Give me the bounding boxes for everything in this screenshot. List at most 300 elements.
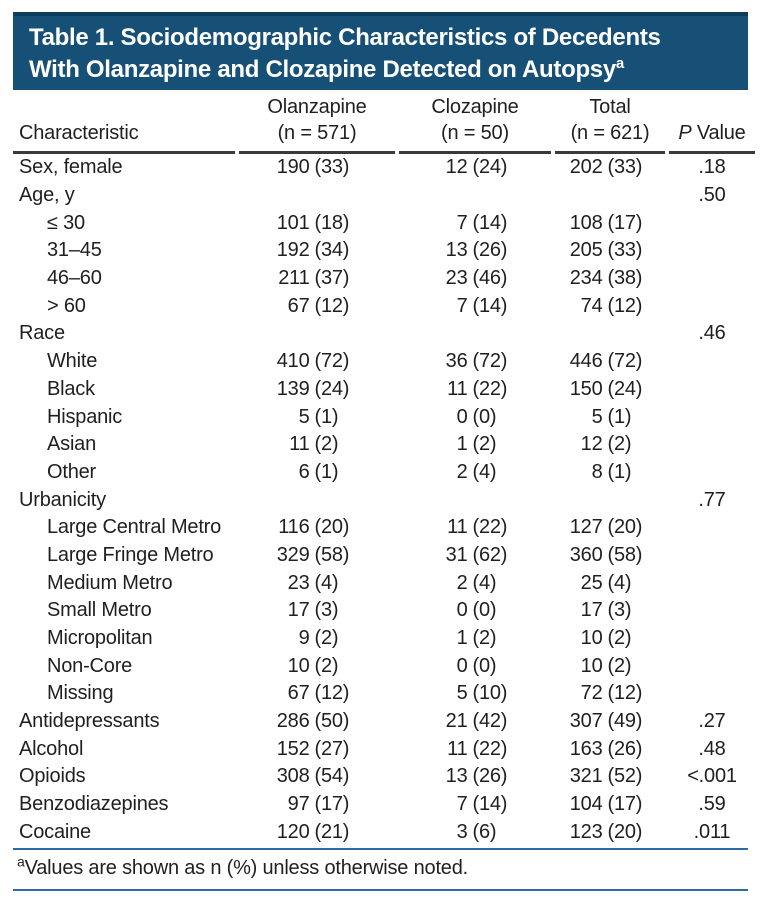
value-cell (239, 237, 395, 265)
n-pct-value (567, 239, 654, 262)
n-pct-value (432, 765, 519, 788)
count: 123 (569, 820, 603, 843)
n-pct-value (274, 461, 361, 484)
count: 5 (591, 405, 603, 428)
percent: (54) (314, 765, 350, 788)
n-pct-value (567, 350, 654, 373)
clozapine-n-label: (n = 50) (441, 122, 509, 144)
value-cell (555, 791, 665, 819)
count: 308 (276, 765, 310, 788)
n-pct-value (432, 655, 519, 678)
n-pct-value (274, 765, 361, 788)
n-pct-value (567, 599, 654, 622)
percent: (6) (472, 820, 497, 843)
count: 0 (456, 405, 468, 428)
value-cell (555, 237, 665, 265)
n-pct-value (274, 295, 361, 318)
percent: (72) (607, 350, 643, 373)
count: 163 (569, 737, 603, 760)
count: 7 (456, 211, 468, 234)
percent: (27) (314, 737, 350, 760)
table-row (13, 431, 755, 459)
value-cell (239, 292, 395, 320)
count: 31 (445, 543, 468, 566)
count: 10 (580, 654, 603, 677)
percent: (22) (472, 737, 508, 760)
percent: (2) (607, 627, 632, 650)
value-cell (399, 265, 551, 293)
value-cell (239, 763, 395, 791)
percent: (2) (314, 654, 339, 677)
percent: (0) (472, 405, 497, 428)
n-pct-value (274, 710, 361, 733)
percent: (2) (607, 654, 632, 677)
count: 11 (447, 377, 468, 400)
table-row (13, 320, 755, 348)
n-pct-value (432, 599, 519, 622)
count: 11 (289, 433, 310, 456)
count: 307 (569, 710, 603, 733)
row-label: Benzodiazepines (19, 793, 169, 816)
count: 205 (569, 239, 603, 262)
count: 74 (580, 294, 603, 317)
percent: (17) (607, 793, 643, 816)
percent: (58) (607, 543, 643, 566)
percent: (58) (314, 543, 350, 566)
percent: (33) (314, 156, 350, 179)
table-row (13, 182, 755, 210)
col-header-olanzapine (239, 90, 395, 154)
col-header-pvalue (669, 90, 755, 154)
n-pct-value (567, 295, 654, 318)
value-cell (399, 403, 551, 431)
percent: (3) (314, 599, 339, 622)
percent: (10) (472, 682, 508, 705)
count: 6 (298, 460, 310, 483)
percent: (38) (607, 267, 643, 290)
table-body (13, 154, 755, 846)
n-pct-value (432, 461, 519, 484)
table-row (13, 237, 755, 265)
row-label: Alcohol (19, 737, 84, 760)
value-cell (239, 209, 395, 237)
percent: (24) (314, 377, 350, 400)
row-label: Large Fringe Metro (47, 543, 214, 566)
p-value-cell: .77 (698, 488, 726, 511)
value-cell (399, 292, 551, 320)
value-cell (555, 763, 665, 791)
percent: (3) (607, 599, 632, 622)
n-pct-value (567, 793, 654, 816)
value-cell (239, 486, 395, 514)
count: 234 (569, 267, 603, 290)
header-row (13, 90, 755, 154)
value-cell (239, 459, 395, 487)
table-row (13, 625, 755, 653)
value-cell (239, 265, 395, 293)
value-cell (239, 652, 395, 680)
table-row (13, 819, 755, 847)
count: 8 (591, 460, 603, 483)
count: 36 (445, 350, 468, 373)
n-pct-value (432, 516, 519, 539)
table-row (13, 680, 755, 708)
percent: (33) (607, 239, 643, 262)
olanzapine-n-label: (n = 571) (277, 122, 357, 144)
table-row (13, 292, 755, 320)
value-cell (399, 431, 551, 459)
percent: (37) (314, 267, 350, 290)
p-value-cell (669, 209, 755, 237)
n-pct-value (567, 156, 654, 179)
percent: (50) (314, 710, 350, 733)
p-value-cell (669, 376, 755, 404)
p-value-cell (669, 431, 755, 459)
value-cell (399, 569, 551, 597)
count: 101 (276, 211, 310, 234)
footnote-marker: a (17, 853, 25, 870)
percent: (24) (472, 156, 508, 179)
olanzapine-group-label: Olanzapine (267, 96, 367, 118)
value-cell (555, 652, 665, 680)
row-label: Asian (47, 433, 97, 456)
n-pct-value (432, 710, 519, 733)
table-row (13, 569, 755, 597)
value-cell (239, 542, 395, 570)
n-pct-value (432, 433, 519, 456)
p-value-word: Value (691, 122, 746, 144)
percent: (20) (607, 820, 643, 843)
value-cell (399, 154, 551, 182)
count: 12 (445, 156, 468, 179)
percent: (20) (314, 516, 350, 539)
value-cell (555, 376, 665, 404)
n-pct-value (274, 433, 361, 456)
percent: (2) (472, 627, 497, 650)
n-pct-value (274, 793, 361, 816)
count: 7 (456, 793, 468, 816)
percent: (2) (314, 627, 339, 650)
count: 72 (580, 682, 603, 705)
percent: (12) (314, 682, 350, 705)
n-pct-value (432, 350, 519, 373)
count: 67 (287, 294, 310, 317)
row-label: Black (47, 377, 95, 400)
count: 108 (569, 211, 603, 234)
clozapine-group-label: Clozapine (431, 96, 519, 118)
count: 97 (287, 793, 310, 816)
table-row (13, 514, 755, 542)
value-cell (399, 597, 551, 625)
table-row (13, 486, 755, 514)
n-pct-value (432, 378, 519, 401)
n-pct-value (432, 544, 519, 567)
count: 104 (569, 793, 603, 816)
value-cell (239, 514, 395, 542)
n-pct-value (567, 406, 654, 429)
n-pct-value (432, 627, 519, 650)
count: 211 (278, 267, 310, 290)
n-pct-value (567, 212, 654, 235)
n-pct-value (274, 378, 361, 401)
value-cell (399, 652, 551, 680)
count: 2 (456, 571, 468, 594)
row-label: Antidepressants (19, 710, 160, 733)
value-cell (239, 680, 395, 708)
table-row (13, 708, 755, 736)
value-cell (555, 320, 665, 348)
n-pct-value (432, 406, 519, 429)
count: 0 (456, 599, 468, 622)
row-label: Sex, female (19, 156, 123, 179)
percent: (2) (607, 433, 632, 456)
count: 9 (298, 627, 310, 650)
count: 192 (276, 239, 310, 262)
row-label: Other (47, 460, 97, 483)
n-pct-value (274, 682, 361, 705)
n-pct-value (274, 572, 361, 595)
table-footnote (13, 848, 748, 891)
n-pct-value (567, 738, 654, 761)
n-pct-value (432, 156, 519, 179)
n-pct-value (432, 239, 519, 262)
count: 152 (276, 737, 310, 760)
n-pct-value (274, 627, 361, 650)
n-pct-value (567, 821, 654, 844)
n-pct-value (432, 212, 519, 235)
percent: (26) (607, 737, 643, 760)
value-cell (555, 459, 665, 487)
percent: (2) (472, 433, 497, 456)
row-label: Cocaine (19, 820, 91, 843)
row-label: Medium Metro (47, 571, 173, 594)
n-pct-value (567, 765, 654, 788)
table-row (13, 735, 755, 763)
table-title (29, 22, 732, 86)
value-cell (239, 625, 395, 653)
percent: (14) (472, 294, 508, 317)
table-row (13, 459, 755, 487)
percent: (4) (607, 571, 632, 594)
table-row (13, 791, 755, 819)
count: 10 (580, 627, 603, 650)
n-pct-value (432, 267, 519, 290)
total-n-label: (n = 621) (570, 122, 650, 144)
percent: (26) (472, 239, 508, 262)
table-title-line1: Table 1. Sociodemographic Characteristics of Decedents (29, 24, 661, 51)
n-pct-value (567, 516, 654, 539)
percent: (21) (314, 820, 350, 843)
count: 190 (276, 156, 310, 179)
row-label: Age, y (19, 184, 75, 207)
percent: (62) (472, 543, 508, 566)
p-value-cell: .59 (698, 793, 726, 816)
count: 410 (276, 350, 310, 373)
count: 5 (456, 682, 468, 705)
percent: (18) (314, 211, 350, 234)
count: 13 (445, 765, 468, 788)
value-cell (399, 514, 551, 542)
p-value-cell: .46 (698, 322, 726, 345)
row-label: Race (19, 322, 65, 345)
table-header (13, 90, 755, 154)
percent: (2) (314, 433, 339, 456)
n-pct-value (567, 627, 654, 650)
n-pct-value (432, 738, 519, 761)
percent: (1) (314, 460, 339, 483)
percent: (17) (314, 793, 350, 816)
n-pct-value (274, 516, 361, 539)
count: 139 (276, 377, 310, 400)
count: 11 (447, 737, 468, 760)
table-row (13, 542, 755, 570)
value-cell (555, 569, 665, 597)
count: 3 (456, 820, 468, 843)
count: 2 (456, 460, 468, 483)
value-cell (399, 680, 551, 708)
count: 12 (580, 433, 603, 456)
p-italic: P (678, 122, 692, 144)
count: 17 (287, 599, 310, 622)
count: 17 (580, 599, 603, 622)
percent: (12) (607, 294, 643, 317)
percent: (1) (607, 460, 632, 483)
n-pct-value (274, 544, 361, 567)
value-cell (239, 431, 395, 459)
value-cell (399, 542, 551, 570)
value-cell (555, 292, 665, 320)
n-pct-value (274, 821, 361, 844)
value-cell (239, 182, 395, 210)
count: 446 (569, 350, 603, 373)
n-pct-value (432, 295, 519, 318)
n-pct-value (274, 156, 361, 179)
value-cell (239, 320, 395, 348)
p-value-cell (669, 514, 755, 542)
value-cell (555, 265, 665, 293)
percent: (42) (472, 710, 508, 733)
table-row (13, 403, 755, 431)
percent: (72) (472, 350, 508, 373)
count: 150 (569, 377, 603, 400)
percent: (52) (607, 765, 643, 788)
count: 202 (569, 156, 603, 179)
n-pct-value (567, 710, 654, 733)
percent: (1) (607, 405, 632, 428)
percent: (72) (314, 350, 350, 373)
p-value-cell (669, 680, 755, 708)
value-cell (399, 182, 551, 210)
row-label: Opioids (19, 765, 86, 788)
n-pct-value (274, 655, 361, 678)
table-row (13, 376, 755, 404)
row-label: Small Metro (47, 599, 152, 622)
table-row (13, 209, 755, 237)
count: 1 (456, 627, 468, 650)
percent: (17) (607, 211, 643, 234)
p-value-cell: <.001 (687, 765, 737, 788)
value-cell (399, 459, 551, 487)
row-label: White (47, 350, 98, 373)
count: 11 (447, 516, 468, 539)
value-cell (555, 735, 665, 763)
count: 7 (456, 294, 468, 317)
count: 1 (456, 433, 468, 456)
table-row (13, 597, 755, 625)
value-cell (555, 154, 665, 182)
value-cell (399, 486, 551, 514)
p-value-cell (669, 597, 755, 625)
value-cell (399, 376, 551, 404)
col-header-total (555, 90, 665, 154)
count: 120 (276, 820, 310, 843)
percent: (12) (314, 294, 350, 317)
col-header-clozapine (399, 90, 551, 154)
row-label: Urbanicity (19, 488, 106, 511)
value-cell (399, 791, 551, 819)
table-row (13, 348, 755, 376)
n-pct-value (432, 821, 519, 844)
p-value-cell (669, 542, 755, 570)
value-cell (555, 182, 665, 210)
footnote-text: Values are shown as n (%) unless otherwise noted. (24, 857, 468, 880)
n-pct-value (274, 267, 361, 290)
value-cell (555, 348, 665, 376)
table-row (13, 265, 755, 293)
table-row (13, 763, 755, 791)
value-cell (239, 819, 395, 847)
value-cell (239, 376, 395, 404)
n-pct-value (567, 267, 654, 290)
percent: (1) (314, 405, 339, 428)
percent: (4) (472, 571, 497, 594)
count: 23 (287, 571, 310, 594)
count: 116 (278, 516, 310, 539)
percent: (46) (472, 267, 508, 290)
value-cell (239, 569, 395, 597)
percent: (0) (472, 599, 497, 622)
row-label: Hispanic (47, 405, 123, 428)
value-cell (399, 819, 551, 847)
percent: (24) (607, 377, 643, 400)
value-cell (239, 791, 395, 819)
p-value-cell: .50 (698, 184, 726, 207)
p-value-cell: .27 (698, 710, 726, 733)
count: 0 (456, 654, 468, 677)
count: 321 (569, 765, 603, 788)
count: 23 (445, 267, 468, 290)
percent: (4) (472, 460, 497, 483)
percent: (4) (314, 571, 339, 594)
count: 10 (287, 654, 310, 677)
p-value-cell (669, 348, 755, 376)
value-cell (239, 348, 395, 376)
value-cell (239, 403, 395, 431)
n-pct-value (432, 793, 519, 816)
value-cell (399, 708, 551, 736)
row-label: Large Central Metro (47, 516, 222, 539)
value-cell (555, 209, 665, 237)
value-cell (399, 625, 551, 653)
table-title-footnote-marker: a (615, 55, 624, 72)
n-pct-value (567, 572, 654, 595)
table-title-banner (13, 12, 748, 90)
table-title-line2: With Olanzapine and Clozapine Detected on Autopsy (29, 56, 616, 83)
n-pct-value (274, 599, 361, 622)
percent: (14) (472, 211, 508, 234)
n-pct-value (432, 572, 519, 595)
n-pct-value (567, 655, 654, 678)
